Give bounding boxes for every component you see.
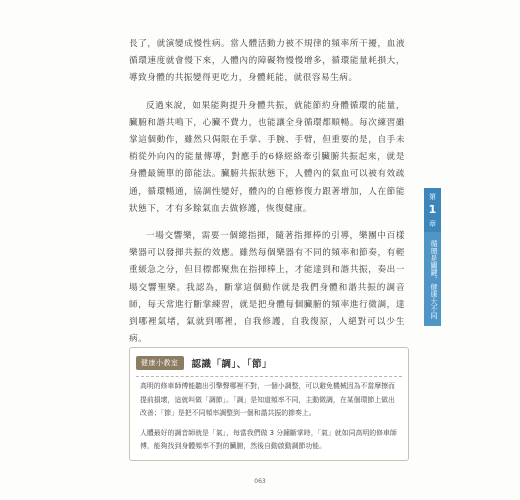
body-paragraph-1: 長了，就演變成慢性病。當人體活動力被不規律的頻率所干擾，血液循環速度就會慢下來，人體內的障礙物慢慢增多，循環能量耗損大，導致身體的共振變得更吃力，身體耗能，就很容易生病。 [129,39,405,84]
chapter-tab [424,188,441,326]
page-number: 063 [254,478,266,485]
chapter-number: 1 [428,203,437,216]
body-paragraph-3: 一場交響樂，需要一個總指揮，隨著指揮棒的引導，樂團中百樣樂器可以發揮共振的效應。雖然每個樂器有不同的頻率和節奏，有輕重緩急之分，但目標都聚焦在指揮棒上，才能達到和諧共振，奏出一場交響聖樂。我認為，斷掌這個動作就是我們身體和諧共振的調音師，每天常進行斷掌練習，就是把身體每個臟腑的頻率進行微調，達到哪裡氣堵，氣就到哪裡，自我修護，自我復原，人絕對可以少生病。 [129,231,405,345]
health-tip-paragraph-1: 高明的修車師傅能聽出引擎聲哪裡不對，一個小調整，可以避免機械因為不當摩擦而提前損壞，這就叫做「調節」。「調」是知道頻率不同，主動微調，在某個環節上做出改善；「節」是把不同頻率調整到一個和諧共振的節奏上。 [140,382,395,418]
health-tip-tag: 健康小教室 [136,356,184,370]
chapter-title: 循環是關鍵，健康大不同 [430,240,438,320]
health-tip-box [129,347,409,461]
health-tip-header [136,355,272,371]
chapter-suffix: 章 [429,220,436,228]
chapter-prefix: 第 [429,193,436,201]
health-tip-title: 認識「調」、「節」 [191,359,273,370]
body-text [129,36,405,358]
dashed-divider [136,376,402,377]
health-tip-paragraph-2: 人體最好的調音師就是「氣」，每當我們做 3 分鐘斷掌時，「氣」就如同高明的修車師傅，能夠找到身體頻率不對的臟腑，然後自動啟動調節功能。 [140,428,397,451]
body-paragraph-2: 反過來說，如果能夠提升身體共振，就能節約身體循環的能量，臟腑和諧共鳴下，心臟不費力，也能讓全身循環都順暢。每次練習雖掌這個動作，雖然只侷限在手掌、手腕、手臂，但重要的是，自手未梢從外向內的能量傳導，對應手的6條經絡牽引臟腑共振起來，就是身體最簡單的節能法。臟腑共振狀態下，人體內的氣血可以被有效疏通，循環暢通，協調性變好，體內的自癒修復力跟著增加，人在節能狀態下，才有多餘氣血去做修護，恢復健康。 [129,100,405,214]
health-tip-body [140,380,398,460]
